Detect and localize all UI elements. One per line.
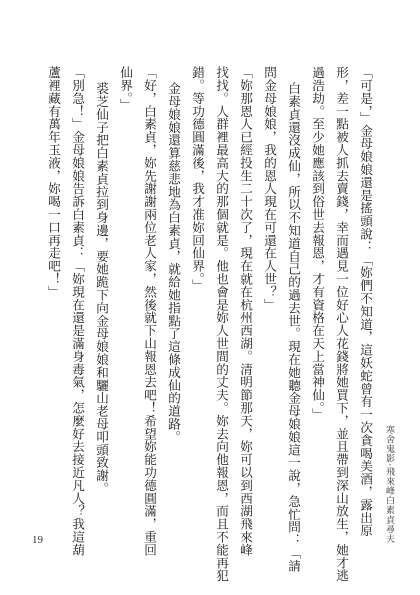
text-line: 白素貞還沒成仙，所以不知道自己的過去世。現在她聽金母娘娘這一說，急忙問：「請 (286, 82, 301, 573)
text-line: 「別急！」金母娘娘告訴白素貞：「妳現在還是滿身毒氣，怎麼好去接近凡人？我這葫 (70, 66, 85, 557)
text-line: 裘芝仙子把白素貞拉到身邊，要她跪下向金母娘娘和驪山老母叩頭致謝。 (94, 82, 109, 495)
text-line: 仙界。」 (118, 66, 133, 112)
text-line: 「可是，」金母娘娘還是搖頭說：「妳們不知道，這妖蛇曾有一次貪喝美酒，露出原 (358, 66, 373, 537)
text-line: 形，差一點被人抓去賣錢，幸而遇見一位好心人花錢將她買下，並且帶到深山放生，她才逃 (334, 66, 349, 582)
text-line: 問金母娘娘，我的恩人現在可還在人世？」 (262, 66, 277, 312)
running-title: 寒舍鬼影·飛來峰白素貞尋夫 (384, 425, 394, 544)
text-line: 「妳那恩人已經投生二十次了，現在就在杭州西湖。清明節那天，妳可以到西湖飛來峰 (238, 66, 253, 557)
text-line: 找找。人群裡最高大的那個就是。他也會是妳人世間的丈夫。妳去向他報恩，而且不能再犯 (214, 66, 229, 582)
text-line: 「好，白素貞，妳先謝謝兩位老人家，然後就下山報恩去吧！希望妳能功德圓滿，重回 (142, 66, 157, 557)
text-line: 錯。等功德圓滿後，我才准妳回仙界。」 (190, 66, 205, 292)
text-line: 金母娘娘還算慈悲地為白素貞，就給她指點了這條成仙的道路。 (166, 82, 181, 444)
text-line: 蘆裡藏有萬年玉液，妳喝一口再走吧！」 (46, 66, 61, 299)
text-line: 過浩劫。至少她應該到俗世去報恩，才有資格在天上當神仙。」 (310, 66, 325, 421)
page-number: 19 (32, 534, 43, 546)
